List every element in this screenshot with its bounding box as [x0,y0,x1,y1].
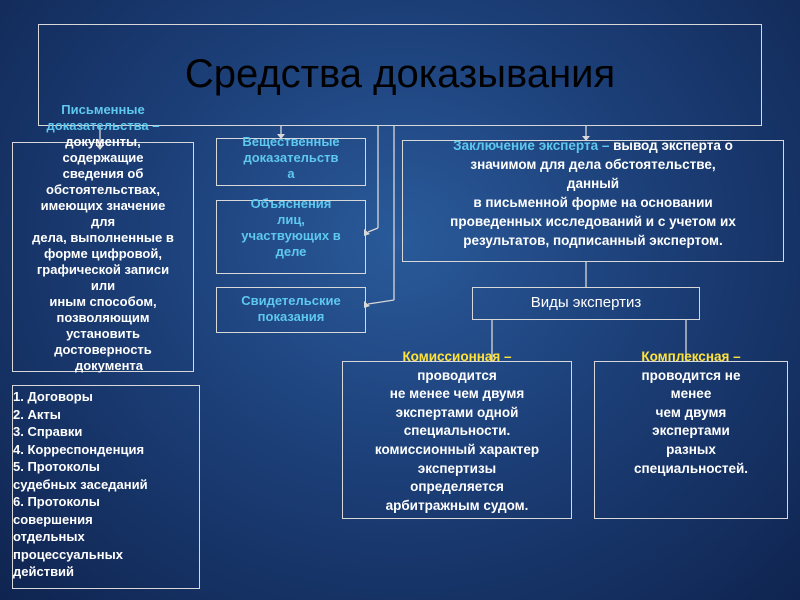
written-evidence-line: графической записи [36,262,170,277]
written-evidence-text [14,102,192,374]
material-evidence-line: а [287,166,295,181]
written-evidence-line: достоверность [54,342,152,357]
complex-line: экспертами [652,423,730,439]
commission-line: арбитражным судом. [385,497,529,513]
expert-opinion-lead: Заключение эксперта – [453,138,610,153]
list-item: 1. Договоры [13,389,93,404]
written-evidence-line: содержащие [62,150,144,165]
commission-lead: Комиссионная – [402,349,512,364]
material-evidence-line: Вещественные [242,134,340,149]
written-evidence-line: установить [66,326,140,341]
commission-text [342,348,572,515]
written-evidence-line: позволяющим [56,310,150,325]
explanations-text [216,196,366,260]
expert-opinion-line: вывод эксперта о [613,138,733,153]
expert-opinion-line: проведенных исследований и с учетом их [450,214,736,229]
list-item: отдельных [13,529,85,544]
complex-text [594,348,788,478]
expert-opinion-line: результатов, подписанный экспертом. [463,233,723,248]
expert-opinion-line: значимом для дела обстоятельстве, [470,157,716,172]
commission-line: специальности. [403,423,511,439]
list-item: 2. Акты [13,406,61,422]
list-item: судебных заседаний [13,476,148,492]
expert-opinion-line: данный [566,176,620,191]
commission-line: проводится [417,367,497,383]
complex-line: проводится не [641,367,741,383]
complex-line: специальностей. [633,460,749,476]
explanations-line: участвующих в [241,228,341,243]
written-evidence-line: имеющих значение [40,198,166,213]
written-evidence-line: форме цифровой, [44,246,162,261]
commission-line: экспертами одной [395,404,519,420]
written-evidence-line: иным способом, [49,294,157,309]
commission-line: экспертизы [417,460,497,476]
material-evidence-text [216,134,366,182]
written-evidence-line: обстоятельствах, [46,182,160,197]
material-evidence-line: доказательств [243,150,339,165]
written-evidence-line: для [90,214,116,229]
list-item: 4. Корреспонденция [13,441,145,457]
list-item: совершения [13,511,93,527]
complex-line: менее [670,386,712,402]
commission-line: не менее чем двумя [389,386,525,402]
list-item: 5. Протоколы [13,459,100,474]
commission-line: определяется [410,479,504,495]
page-title: Средства доказывания [184,52,616,96]
testimony-line: Свидетельские [241,293,341,308]
list-item: 3. Справки [13,424,83,439]
written-evidence-line: документа [74,358,144,373]
list-item: процессуальных [13,546,123,562]
testimony-text [216,293,366,325]
written-evidence-line: или [90,278,116,293]
written-evidence-line: сведения об [62,166,144,181]
expertise-types-label: Виды экспертиз [530,294,642,311]
list-item: действий [13,564,75,579]
testimony-line: показания [257,309,325,324]
explanations-line: лиц, [277,212,305,227]
list-item: 6. Протоколы [13,494,100,509]
document-list [13,388,148,581]
written-evidence-line: документы, [65,134,141,149]
written-evidence-heading: Письменные доказательства – [46,102,160,133]
complex-line: чем двумя [655,404,727,420]
complex-lead: Комплексная – [641,349,741,364]
expert-opinion-line: в письменной форме на основании [473,195,713,210]
complex-line: разных [666,441,716,457]
written-evidence-line: дела, выполненные в [32,230,174,245]
commission-line: комиссионный характер [374,441,540,457]
explanations-line: деле [275,244,307,259]
explanations-line: Объяснения [250,196,332,211]
expert-opinion-text [402,136,784,250]
